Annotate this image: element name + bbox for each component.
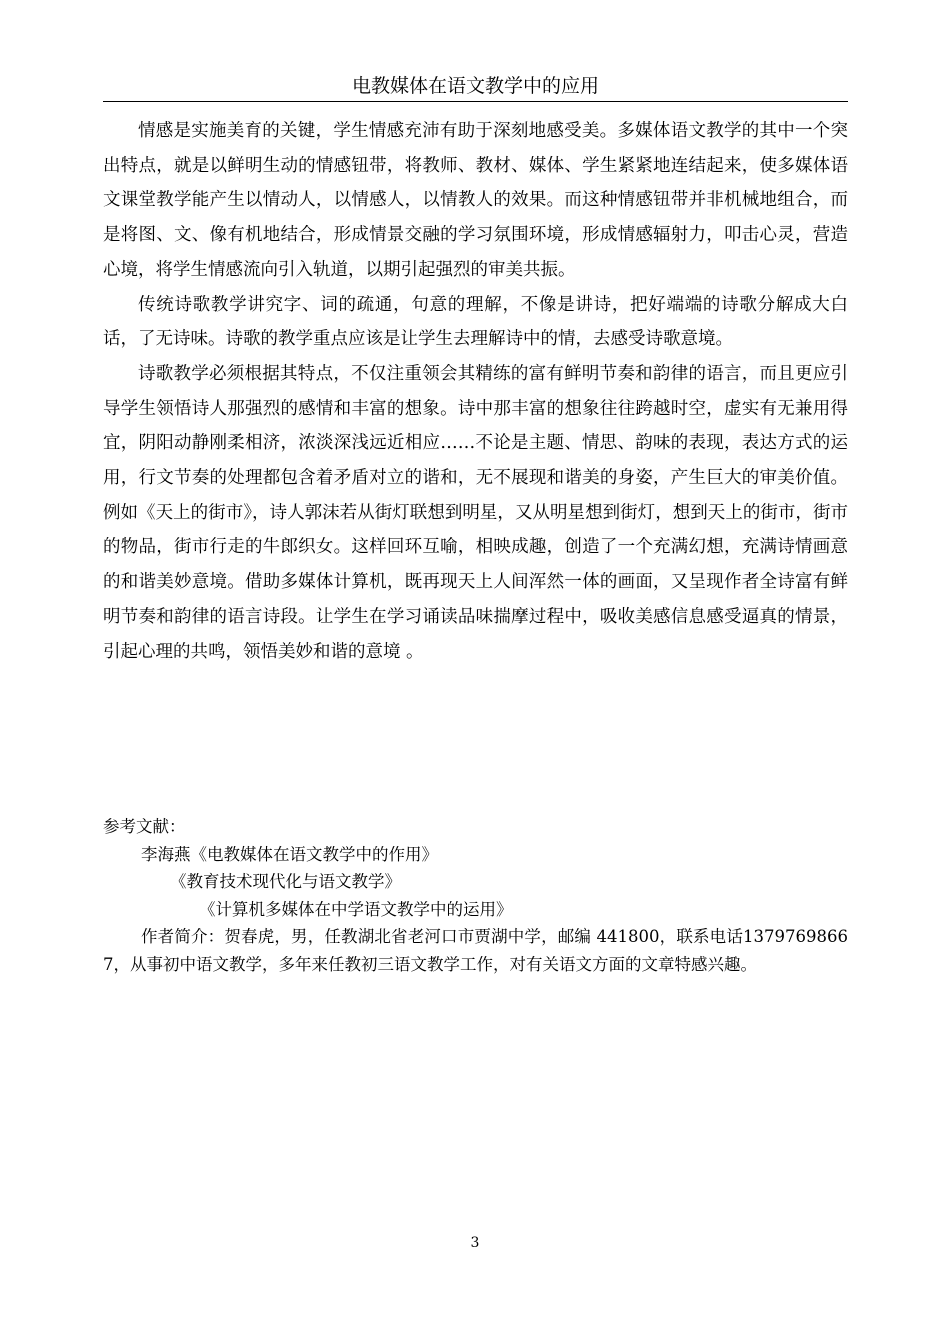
reference-item: 李海燕《电教媒体在语文教学中的作用》 [141,844,438,864]
paragraph-poetry-teaching: 诗歌教学必须根据其特点，不仅注重领会其精练的富有鲜明节奏和韵律的语言，而且更应引导学生领悟诗人那强烈的感情和丰富的想象。诗中那丰富的想象往往跨越时空，虚实有无兼用得宜，阴阳动静刚柔相济，浓淡深浅远近相应……不论是主题、情思、韵味的表现，表达方式的运用，行文节奏的处理都包含着矛盾对立的谐和，无不展现和谐美的身姿，产生巨大的审美价值。例如《天上的街市》，诗人郭沫若从街灯联想到明星，又从明星想到街灯，想到天上的街市，街市的物品，街市行走的牛郎织女。这样回环互喻，相映成趣，创造了一个充满幻想，充满诗情画意的和谐美妙意境。借助多媒体计算机，既再现天上人间浑然一体的画面，又呈现作者全诗富有鲜明节奏和韵律的语言诗段。让学生在学习诵读品味揣摩过程中，吸收美感信息感受逼真的情景，引起心理的共鸣，领悟美妙和谐的意境 。 [103,363,848,662]
paragraph-traditional-poetry: 传统诗歌教学讲究字、词的疏通，句意的理解，不像是讲诗，把好端端的诗歌分解成大白话，了无诗味。诗歌的教学重点应该是让学生去理解诗中的情，去感受诗歌意境。 [103,294,848,350]
reference-item: 《教育技术现代化与语文教学》 [170,872,401,891]
references-section [103,813,848,978]
references-heading: 参考文献： [103,817,186,836]
page-header-title: 电教媒体在语文教学中的应用 [103,72,848,102]
page-number: 3 [470,1235,480,1251]
author-bio: 作者简介：贺春虎，男，任教湖北省老河口市贾湖中学，邮编 441800，联系电话13797698667，从事初中语文教学，多年来任教初三语文教学工作，对有关语文方面的文章特感兴趣。 [103,927,848,974]
reference-item: 《计算机多媒体在中学语文教学中的运用》 [199,899,513,919]
article-body [103,114,848,669]
paragraph-emotion: 情感是实施美育的关键，学生情感充沛有助于深刻地感受美。多媒体语文教学的其中一个突出特点，就是以鲜明生动的情感钮带，将教师、教材、媒体、学生紧紧地连结起来，使多媒体语文课堂教学能产生以情动人，以情感人，以情教人的效果。而这种情感钮带并非机械地组合，而是将图、文、像有机地结合，形成情景交融的学习氛围环境，形成情感辐射力，叩击心灵，营造心境，将学生情感流向引入轨道，以期引起强烈的审美共振。 [103,121,848,280]
